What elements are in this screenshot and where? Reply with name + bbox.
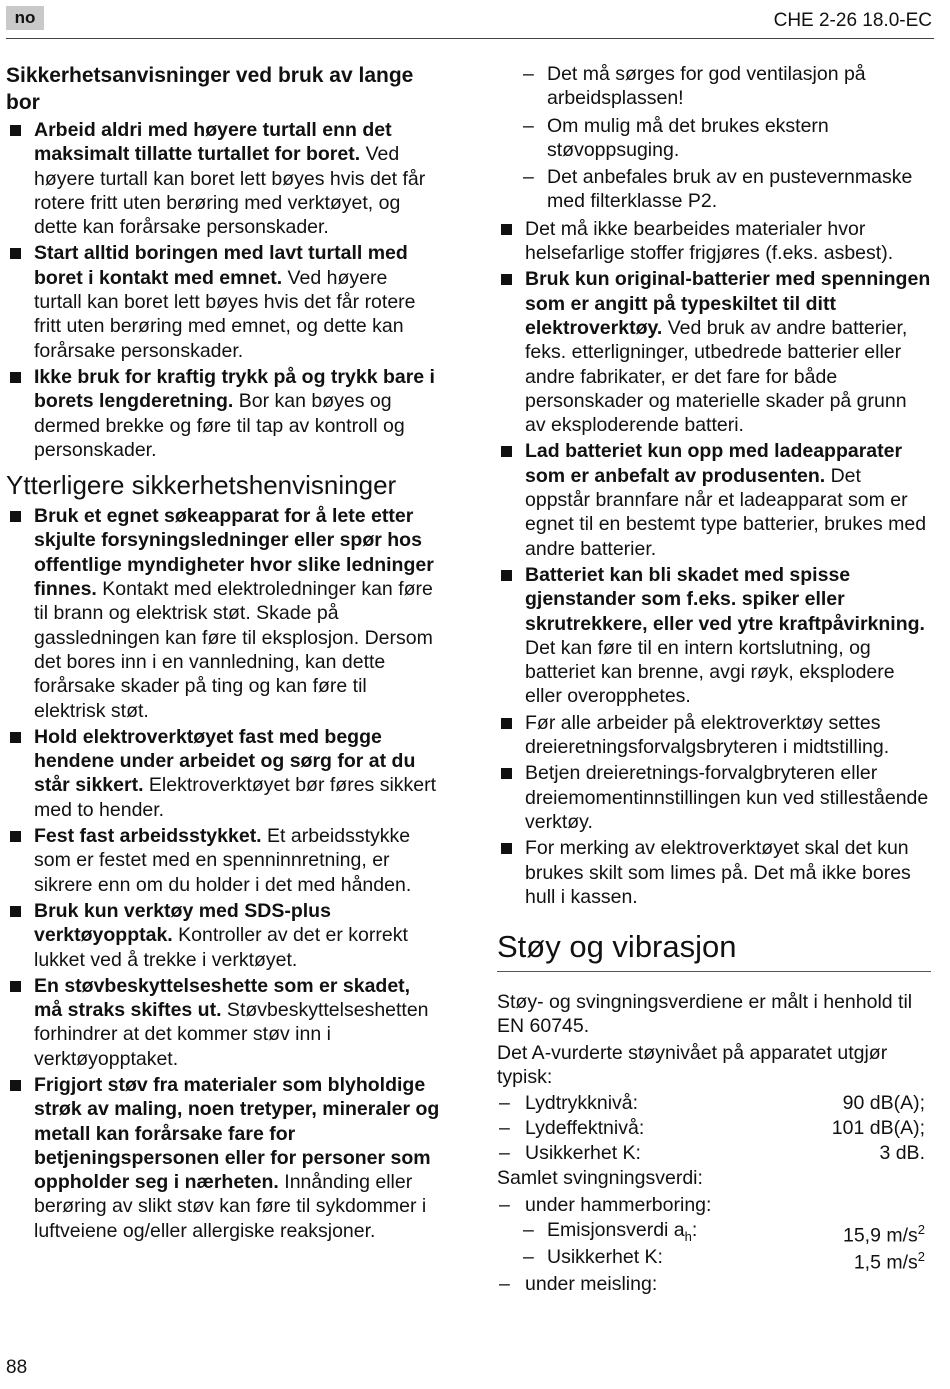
noise-intro-2: Det A-vurderte støynivået på apparatet utgjør typisk: xyxy=(497,1041,888,1088)
dash-item: – Om mulig må det brukes ekstern støvoppsuging. xyxy=(497,114,931,163)
bullet-text: Bor kan bøyes og dermed brekke og føre til tap av kontroll og personskader. xyxy=(34,390,405,461)
bullet-bold-text: Ikke bruk for kraftig trykk på og trykk bare i borets lengderetning. xyxy=(34,365,435,413)
dash-item: – Det må sørges for god ventilasjon på arbeidsplassen! xyxy=(497,62,931,111)
battery-safety-list xyxy=(497,217,931,909)
list-item xyxy=(497,267,931,437)
list-item xyxy=(6,725,440,822)
list-item xyxy=(497,711,931,760)
bullet-text: Kontroller av det er korrekt lukket ved å trekke i verktøyet. xyxy=(34,924,408,971)
bullet-text: Det oppstår brannfare når et ladeapparat som er egnet til en bestemt type batterier, brukes med andre batterier. xyxy=(525,464,927,560)
list-item xyxy=(6,241,440,362)
bullet-text: Et arbeidsstykke som er festet med en spenninnretning, er sikrere enn om du holder i det med hånden. xyxy=(34,825,412,896)
bullet-bold-text: En støvbeskyttelseshette som er skadet, må straks skiftes ut. xyxy=(34,974,411,1022)
list-item xyxy=(6,824,440,897)
bullet-text: Før alle arbeider på elektroverktøy settes dreieretningsforvalgsbryteren i midtstilling. xyxy=(525,711,890,759)
section-title-long-drills: Sikkerhetsanvisninger ved bruk av lange bor xyxy=(6,64,414,114)
bullet-text: Det kan føre til en intern kortslutning, og batteriet kan brenne, avgi røyk, eksplodere eller overopphetes. xyxy=(525,636,895,708)
noise-label: – Usikkerhet K: xyxy=(525,1142,641,1165)
vibration-chiselling: – under meisling: xyxy=(497,1272,931,1297)
noise-label: – Lydtrykknivå: xyxy=(525,1092,639,1115)
section-title-noise-vibration: Støy og vibrasjon xyxy=(497,927,931,972)
vibration-value: 15,9 $m/s^2$ xyxy=(842,1221,925,1247)
noise-row xyxy=(497,1141,931,1166)
bullet-text: Ved høyere turtall kan boret lett bøyes hvis det får rotere fritt uten berøring med verktøyet, og dette kan forårsake personskader. xyxy=(34,143,426,239)
bullet-bold-text: Bruk et egnet søkeapparat for å lete etter skjulte forsyningsledninger eller spør hos offentlige myndigheter hvor slike ledninger finnes. xyxy=(34,505,434,601)
list-item xyxy=(6,365,440,462)
long-drills-list xyxy=(6,118,440,462)
vibration-row xyxy=(497,1218,931,1245)
bullet-text: Elektroverktøyet bør føres sikkert med to hender. xyxy=(34,774,437,821)
list-item xyxy=(497,439,931,560)
dash-item: – Det anbefales bruk av en pustevernmaske med filterklasse P2. xyxy=(497,165,931,214)
list-item xyxy=(497,217,931,266)
list-item xyxy=(497,836,931,909)
vibration-label: – Emisjonsverdi $a_h$: xyxy=(547,1218,698,1244)
noise-value: 90 dB(A); xyxy=(842,1092,925,1115)
vibration-title: Samlet svingningsverdi: xyxy=(497,1167,703,1190)
list-item xyxy=(6,974,440,1071)
bullet-text: Det må ikke bearbeides materialer hvor helsefarlige stoffer frigjøres (f.eks. asbest). xyxy=(525,217,894,265)
list-item xyxy=(6,1073,440,1243)
section-title-additional-safety: Ytterligere sikkerhetshenvisninger xyxy=(6,470,397,501)
bullet-bold-text: Bruk kun verktøy med SDS-plus verktøyopptak. xyxy=(34,899,331,947)
bullet-bold-text: Hold elektroverktøyet fast med begge hendene under arbeidet og sørg for at du står sikkert. xyxy=(34,725,416,797)
bullet-bold-text: Lad batteriet kun opp med ladeapparater som er anbefalt av produsenten. xyxy=(525,440,903,487)
vibration-hammer-drilling: – under hammerboring: xyxy=(497,1193,931,1218)
vibration-label: – Usikkerhet K: xyxy=(547,1245,663,1268)
vibration-values xyxy=(497,1218,931,1272)
ventilation-dash-list xyxy=(497,62,931,214)
right-column xyxy=(497,62,931,1297)
left-column xyxy=(6,62,440,1245)
noise-row xyxy=(497,1091,931,1116)
noise-value: 101 dB(A); xyxy=(831,1117,925,1140)
document-reference: CHE 2-26 18.0-EC xyxy=(773,10,932,31)
bullet-bold-text: Start alltid boringen med lavt turtall med boret i kontakt med emnet. xyxy=(34,242,408,289)
noise-row xyxy=(497,1116,931,1141)
list-item xyxy=(6,899,440,972)
bullet-bold-text: Frigjort støv fra materialer som blyholdige strøk av maling, noen tretyper, mineraler og metall kan forårsake fare for betjeningspersonen eller for personer som oppholder seg i nærheten. xyxy=(34,1073,440,1194)
noise-values xyxy=(497,1091,931,1166)
bullet-text: Støvbeskyttelseshetten forhindrer at det kommer støv inn i verktøyopptaket. xyxy=(34,999,429,1070)
bullet-text: Betjen dreieretnings-forvalgbryteren eller dreiemomentinnstillingen kun ved stillestående verktøy. xyxy=(525,762,929,833)
bullet-text: For merking av elektroverktøyet skal det kun brukes skilt som limes på. Det må ikke bores hull i kassen. xyxy=(525,837,911,908)
noise-value: 3 dB. xyxy=(879,1142,925,1165)
bullet-text: Kontakt med elektroledninger kan føre til brann og elektrisk støt. Skade på gassledningen kan føre til eksplosjon. Dersom det bores inn i en vannledning, kan dette forårsake skader på ting og kan føre til elektrisk støt. xyxy=(34,578,433,722)
bullet-bold-text: Bruk kun original-batterier med spenningen som er angitt på typeskiltet til ditt elektroverktøy. xyxy=(525,268,931,339)
additional-safety-list xyxy=(6,504,440,1243)
bullet-bold-text: Arbeid aldri med høyere turtall enn det maksimalt tillatte turtallet for boret. xyxy=(34,119,392,166)
vibration-row xyxy=(497,1245,931,1272)
bullet-bold-text: Fest fast arbeidsstykket. xyxy=(34,825,262,848)
bullet-text: Innånding eller berøring av slikt støv kan føre til sykdommer i luftveiene og/eller allergiske reaksjoner. xyxy=(34,1171,427,1242)
list-item xyxy=(497,563,931,709)
list-item xyxy=(6,118,440,239)
bullet-bold-text: Batteriet kan bli skadet med spisse gjenstander som f.eks. spiker eller skrutrekkere, eller ved ytre kraftpåvirkning. xyxy=(525,563,925,635)
list-item xyxy=(497,761,931,834)
vibration-value: 1,5 $m/s^2$ xyxy=(853,1248,925,1274)
list-item xyxy=(6,504,440,723)
page-number: 88 xyxy=(6,1357,28,1378)
language-tab: no xyxy=(6,6,44,30)
bullet-text: Ved bruk av andre batterier, feks. etterligninger, utbedrede batterier eller andre fabrikater, er det fare for både personskader og materielle skader på grunn av eksploderende batteri. xyxy=(525,316,908,437)
noise-label: – Lydeffektnivå: xyxy=(525,1117,645,1140)
bullet-text: Ved høyere turtall kan boret lett bøyes hvis det får rotere fritt uten berøring med emnet, og dette kan forårsake personskader. xyxy=(34,266,416,362)
header-rule xyxy=(6,38,934,39)
noise-intro-1: Støy- og svingningsverdiene er målt i henhold til EN 60745. xyxy=(497,991,913,1038)
